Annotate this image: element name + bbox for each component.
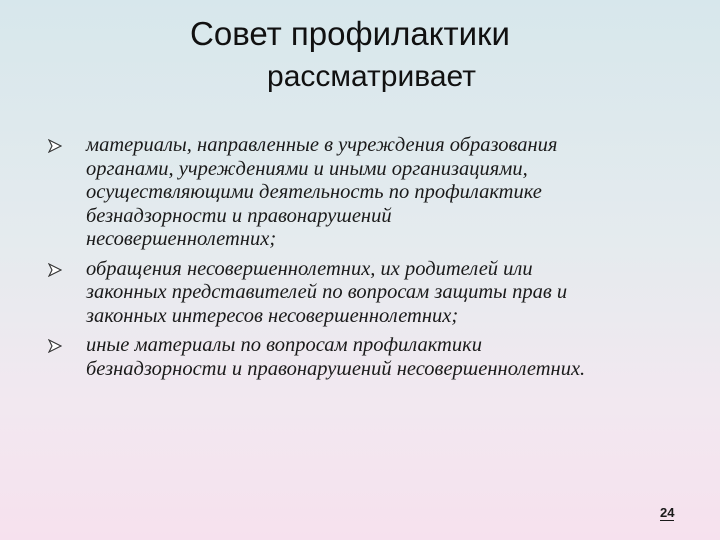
bullet-3-line-2: безнадзорности и правонарушений несовершеннолетних. <box>86 357 586 380</box>
bullet-2-line-2: законных представителей по вопросам защиты прав и <box>86 281 568 303</box>
bullet-2-line-1: обращения несовершеннолетних, их родителей или <box>86 257 533 280</box>
page-number: 24 <box>660 505 675 520</box>
bullet-item-2 <box>48 258 688 329</box>
slide-title-line-1: Совет профилактики <box>190 15 510 52</box>
slide-title-line-2: рассматривает <box>267 60 476 93</box>
arrowhead-bullet-icon <box>48 139 62 153</box>
bullet-1-line-3: осуществляющими деятельность по профилактике <box>86 181 542 203</box>
arrowhead-bullet-icon <box>48 263 62 277</box>
bullet-1-line-5: несовершеннолетних; <box>86 228 277 250</box>
bullet-list <box>48 134 688 387</box>
bullet-1-line-1: материалы, направленные в учреждения образования <box>86 134 558 156</box>
bullet-1-line-2: органами, учреждениями и иными организациями, <box>86 157 528 180</box>
bullet-2-line-3: законных интересов несовершеннолетних; <box>86 304 459 327</box>
bullet-item-3 <box>48 334 688 381</box>
bullet-item-1 <box>48 134 688 252</box>
arrowhead-bullet-icon <box>48 339 62 353</box>
bullet-1-line-4: безнадзорности и правонарушений <box>86 204 392 227</box>
bullet-3-line-1: иные материалы по вопросам профилактики <box>86 334 482 356</box>
